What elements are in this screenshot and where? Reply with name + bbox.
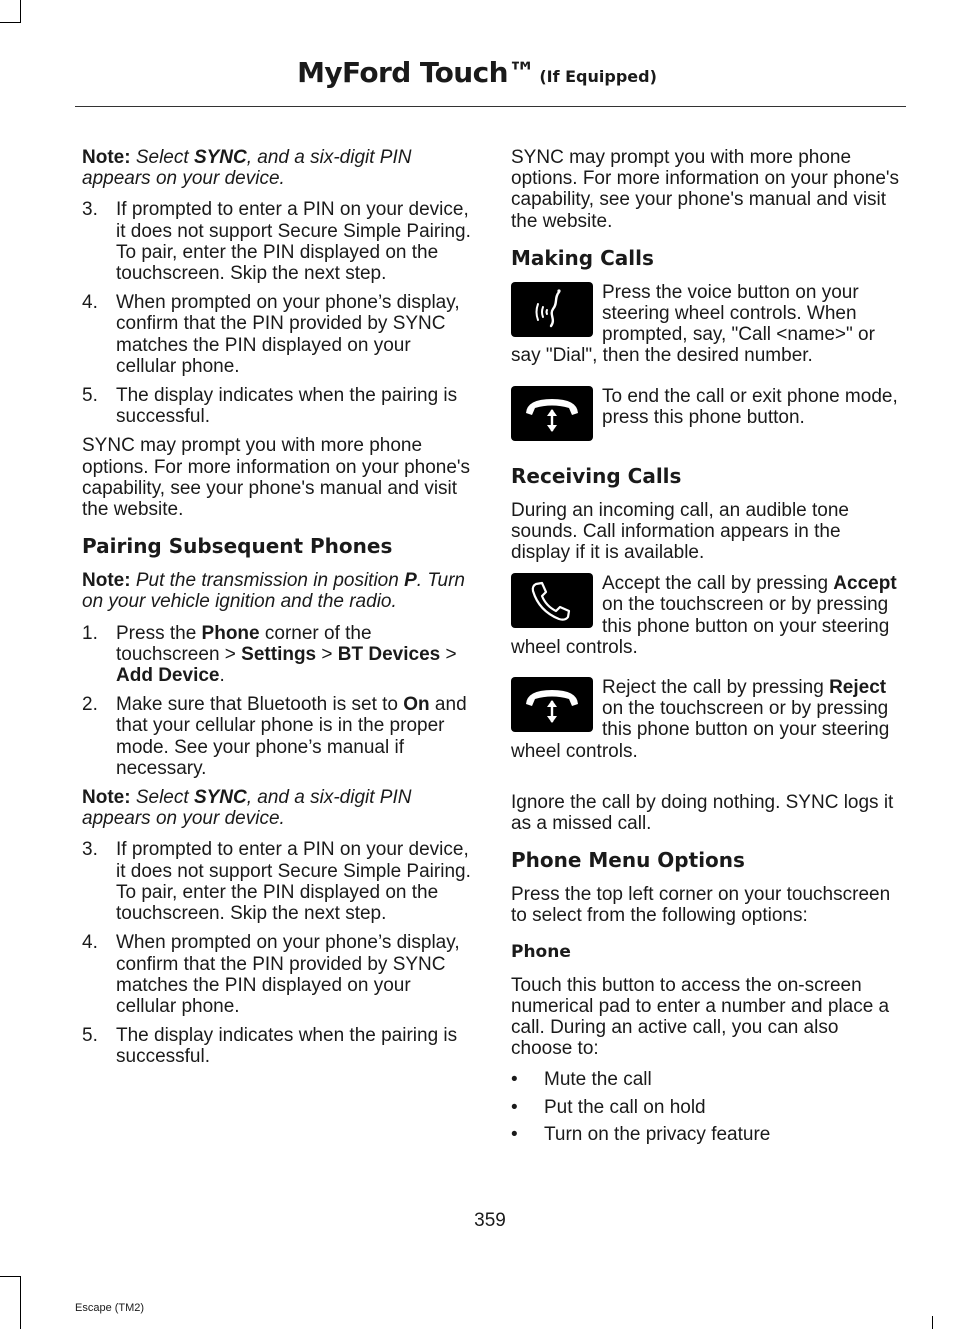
note: Note: Put the transmission in position P. Turn on your vehicle ignition and the radio. <box>82 570 465 613</box>
icon-paragraph: Press the voice button on your steering wheel controls. When prompted, say, "Call <name>" or say "Dial", then the desired number. <box>511 281 875 367</box>
note: Note: Select SYNC, and a six-digit PIN appears on your device. <box>82 147 412 190</box>
paragraph: Press the top left corner on your touchscreen to select from the following options: <box>511 884 891 927</box>
paragraph: SYNC may prompt you with more phone options. For more information on your phone's capability, see your phone's manual and visit the website. <box>511 147 900 232</box>
left-column <box>82 147 472 1076</box>
subsection-heading: Phone <box>511 941 571 962</box>
icon-paragraph: To end the call or exit phone mode, press this phone button. <box>511 386 903 445</box>
footer-label: Escape (TM2) <box>75 1302 145 1314</box>
right-column <box>511 147 903 1151</box>
paragraph: SYNC may prompt you with more phone options. For more information on your phone's capability, see your phone's manual and visit the website. <box>82 435 471 521</box>
section-heading: Making Calls <box>511 245 654 270</box>
section-heading: Phone Menu Options <box>511 848 745 873</box>
crop-mark <box>20 0 21 22</box>
list-item: 3. If prompted to enter a PIN on your device, it does not support Secure Simple Pairing. To pair, enter the PIN displayed on the touchscreen. Skip the next step. <box>82 199 471 285</box>
phone-accept-icon <box>511 573 593 628</box>
list-item: 5. The display indicates when the pairing is successful. <box>82 1025 458 1068</box>
note: Note: Select SYNC, and a six-digit PIN appears on your device. <box>82 787 412 830</box>
icon-paragraph: Accept the call by pressing Accept on the touchscreen or by pressing this phone button on your steering wheel controls. <box>511 573 897 658</box>
list-item: 4. When prompted on your phone’s display, confirm that the PIN provided by SYNC matches the PIN displayed on your cellular phone. <box>82 292 460 377</box>
crop-mark <box>932 1316 933 1329</box>
section-heading: Pairing Subsequent Phones <box>82 534 393 559</box>
page-subtitle: (If Equipped) <box>539 67 657 86</box>
phone-end-icon <box>511 386 593 441</box>
list-item: 3. If prompted to enter a PIN on your device, it does not support Secure Simple Pairing. To pair, enter the PIN displayed on the touchscreen. Skip the next step. <box>82 839 471 925</box>
phone-end-icon <box>511 677 593 732</box>
bullet-item: • Mute the call <box>511 1069 652 1091</box>
crop-mark <box>0 1276 21 1277</box>
crop-mark <box>0 22 21 23</box>
list-item: 4. When prompted on your phone’s display, confirm that the PIN provided by SYNC matches the PIN displayed on your cellular phone. <box>82 932 460 1017</box>
list-item: 2. Make sure that Bluetooth is set to On and that your cellular phone is in the proper mode. See your phone’s manual if necessary. <box>82 694 467 779</box>
crop-mark <box>20 1276 21 1329</box>
list-item: 5. The display indicates when the pairing is successful. <box>82 385 458 428</box>
paragraph: During an incoming call, an audible tone sounds. Call information appears in the display if it is available. <box>511 499 849 564</box>
page-title: MyFord Touch™ <box>297 56 536 89</box>
list-item: 1. Press the Phone corner of the touchscreen > Settings > BT Devices > Add Device. <box>82 622 457 687</box>
section-heading: Receiving Calls <box>511 463 682 488</box>
paragraph: Touch this button to access the on-screen numerical pad to enter a number and place a call. During an active call, you can also choose to: <box>511 974 890 1060</box>
bullet-item: • Put the call on hold <box>511 1096 706 1118</box>
page-header <box>0 56 954 89</box>
header-rule <box>75 106 906 107</box>
page-number: 359 <box>474 1210 506 1231</box>
paragraph: Ignore the call by doing nothing. SYNC logs it as a missed call. <box>511 791 894 835</box>
voice-button-icon <box>511 282 593 337</box>
icon-paragraph: Reject the call by pressing Reject on the touchscreen or by pressing this phone button on your steering wheel controls. <box>511 677 890 762</box>
bullet-item: • Turn on the privacy feature <box>511 1123 771 1145</box>
